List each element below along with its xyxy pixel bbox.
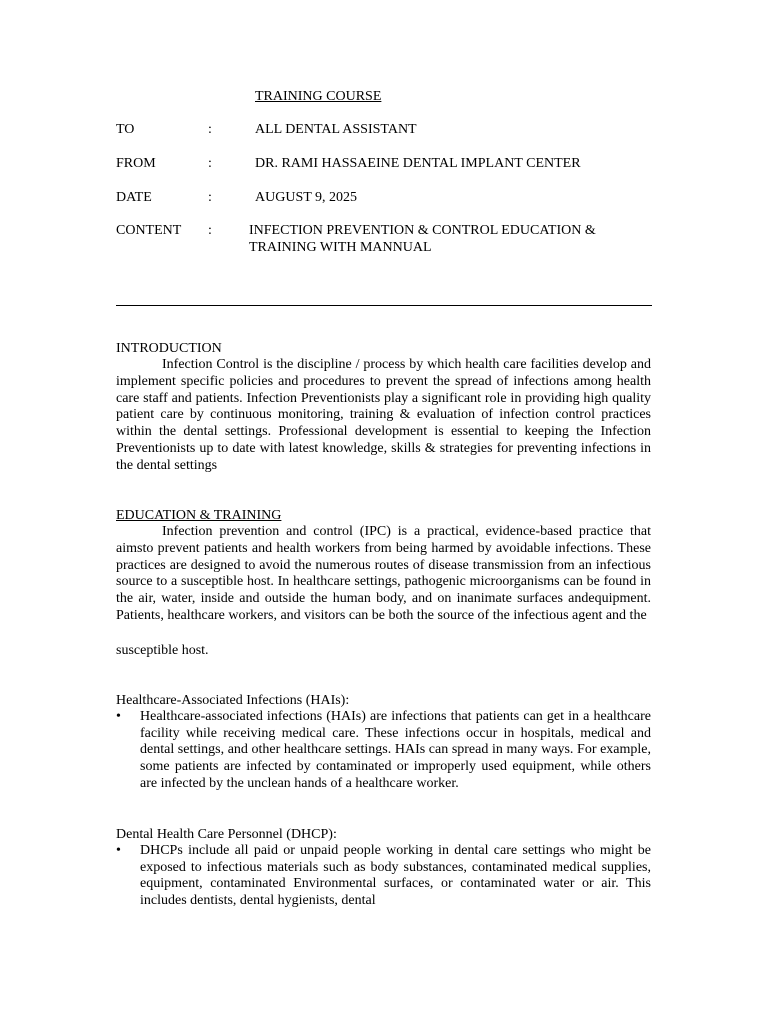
bullet-icon: • (116, 843, 121, 858)
date-label: DATE (116, 190, 152, 205)
date-colon: : (208, 190, 212, 205)
introduction-heading: INTRODUCTION (116, 341, 222, 356)
to-value: ALL DENTAL ASSISTANT (255, 122, 417, 137)
from-label: FROM (116, 156, 156, 171)
horizontal-divider (116, 305, 652, 306)
content-value-line1: INFECTION PREVENTION & CONTROL EDUCATION & (249, 223, 596, 238)
bullet-icon: • (116, 709, 121, 724)
education-body-last-line: susceptible host. (116, 643, 209, 658)
hai-list-item (116, 709, 651, 793)
document-title: TRAINING COURSE (255, 89, 382, 104)
content-colon: : (208, 223, 212, 238)
from-colon: : (208, 156, 212, 171)
dhcp-list-item (116, 843, 651, 910)
dhcp-heading: Dental Health Care Personnel (DHCP): (116, 827, 337, 842)
content-label: CONTENT (116, 223, 182, 238)
content-value-line2: TRAINING WITH MANNUAL (249, 240, 432, 255)
education-heading: EDUCATION & TRAINING (116, 508, 282, 523)
introduction-body: Infection Control is the discipline / process by which health care facilities develop and implement specific policies and procedures to prevent the spread of infections among health care staff and patients. Infection Preventionists play a significant role in providing high quality patient care by continuous monitoring, training & evaluation of infection control practices within the dental settings. Professional development is essential to keeping the Infection Preventionists up to date with latest knowledge, skills & strategies for preventing infections in the dental settings (116, 357, 651, 473)
date-value: AUGUST 9, 2025 (255, 190, 358, 205)
education-body: Infection prevention and control (IPC) is a practical, evidence-based practice that aimsto prevent patients and health workers from being harmed by avoidable infections. These practices are designed to avoid the numerous routes of disease transmission from an infectious source to a susceptible host. In healthcare settings, pathogenic microorganisms can be found in the air, water, inside and outside the human body, and on inanimate surfaces andequipment. Patients, healthcare workers, and visitors can be both the source of the infectious agent and the (116, 524, 651, 623)
dhcp-item-text: DHCPs include all paid or unpaid people working in dental care settings who might be exposed to infectious materials such as body substances, contaminated medical supplies, equipment, contaminated Environmental surfaces, or contaminated water or air. This includes dentists, dental hygienists, dental (140, 843, 651, 909)
to-colon: : (208, 122, 212, 137)
hai-heading: Healthcare-Associated Infections (HAIs): (116, 693, 350, 708)
hai-item-text: Healthcare-associated infections (HAIs) are infections that patients can get in a healthcare facility while receiving medical care. These infections occur in hospitals, medical and dental settings, and other healthcare settings. HAIs can spread in many ways. For example, some patients are infected by contaminated or improperly used equipment, while others are infected by the unclean hands of a healthcare worker. (140, 709, 651, 791)
to-label: TO (116, 122, 135, 137)
from-value: DR. RAMI HASSAEINE DENTAL IMPLANT CENTER (255, 156, 581, 171)
education-paragraph (116, 524, 651, 625)
introduction-paragraph (116, 357, 651, 475)
